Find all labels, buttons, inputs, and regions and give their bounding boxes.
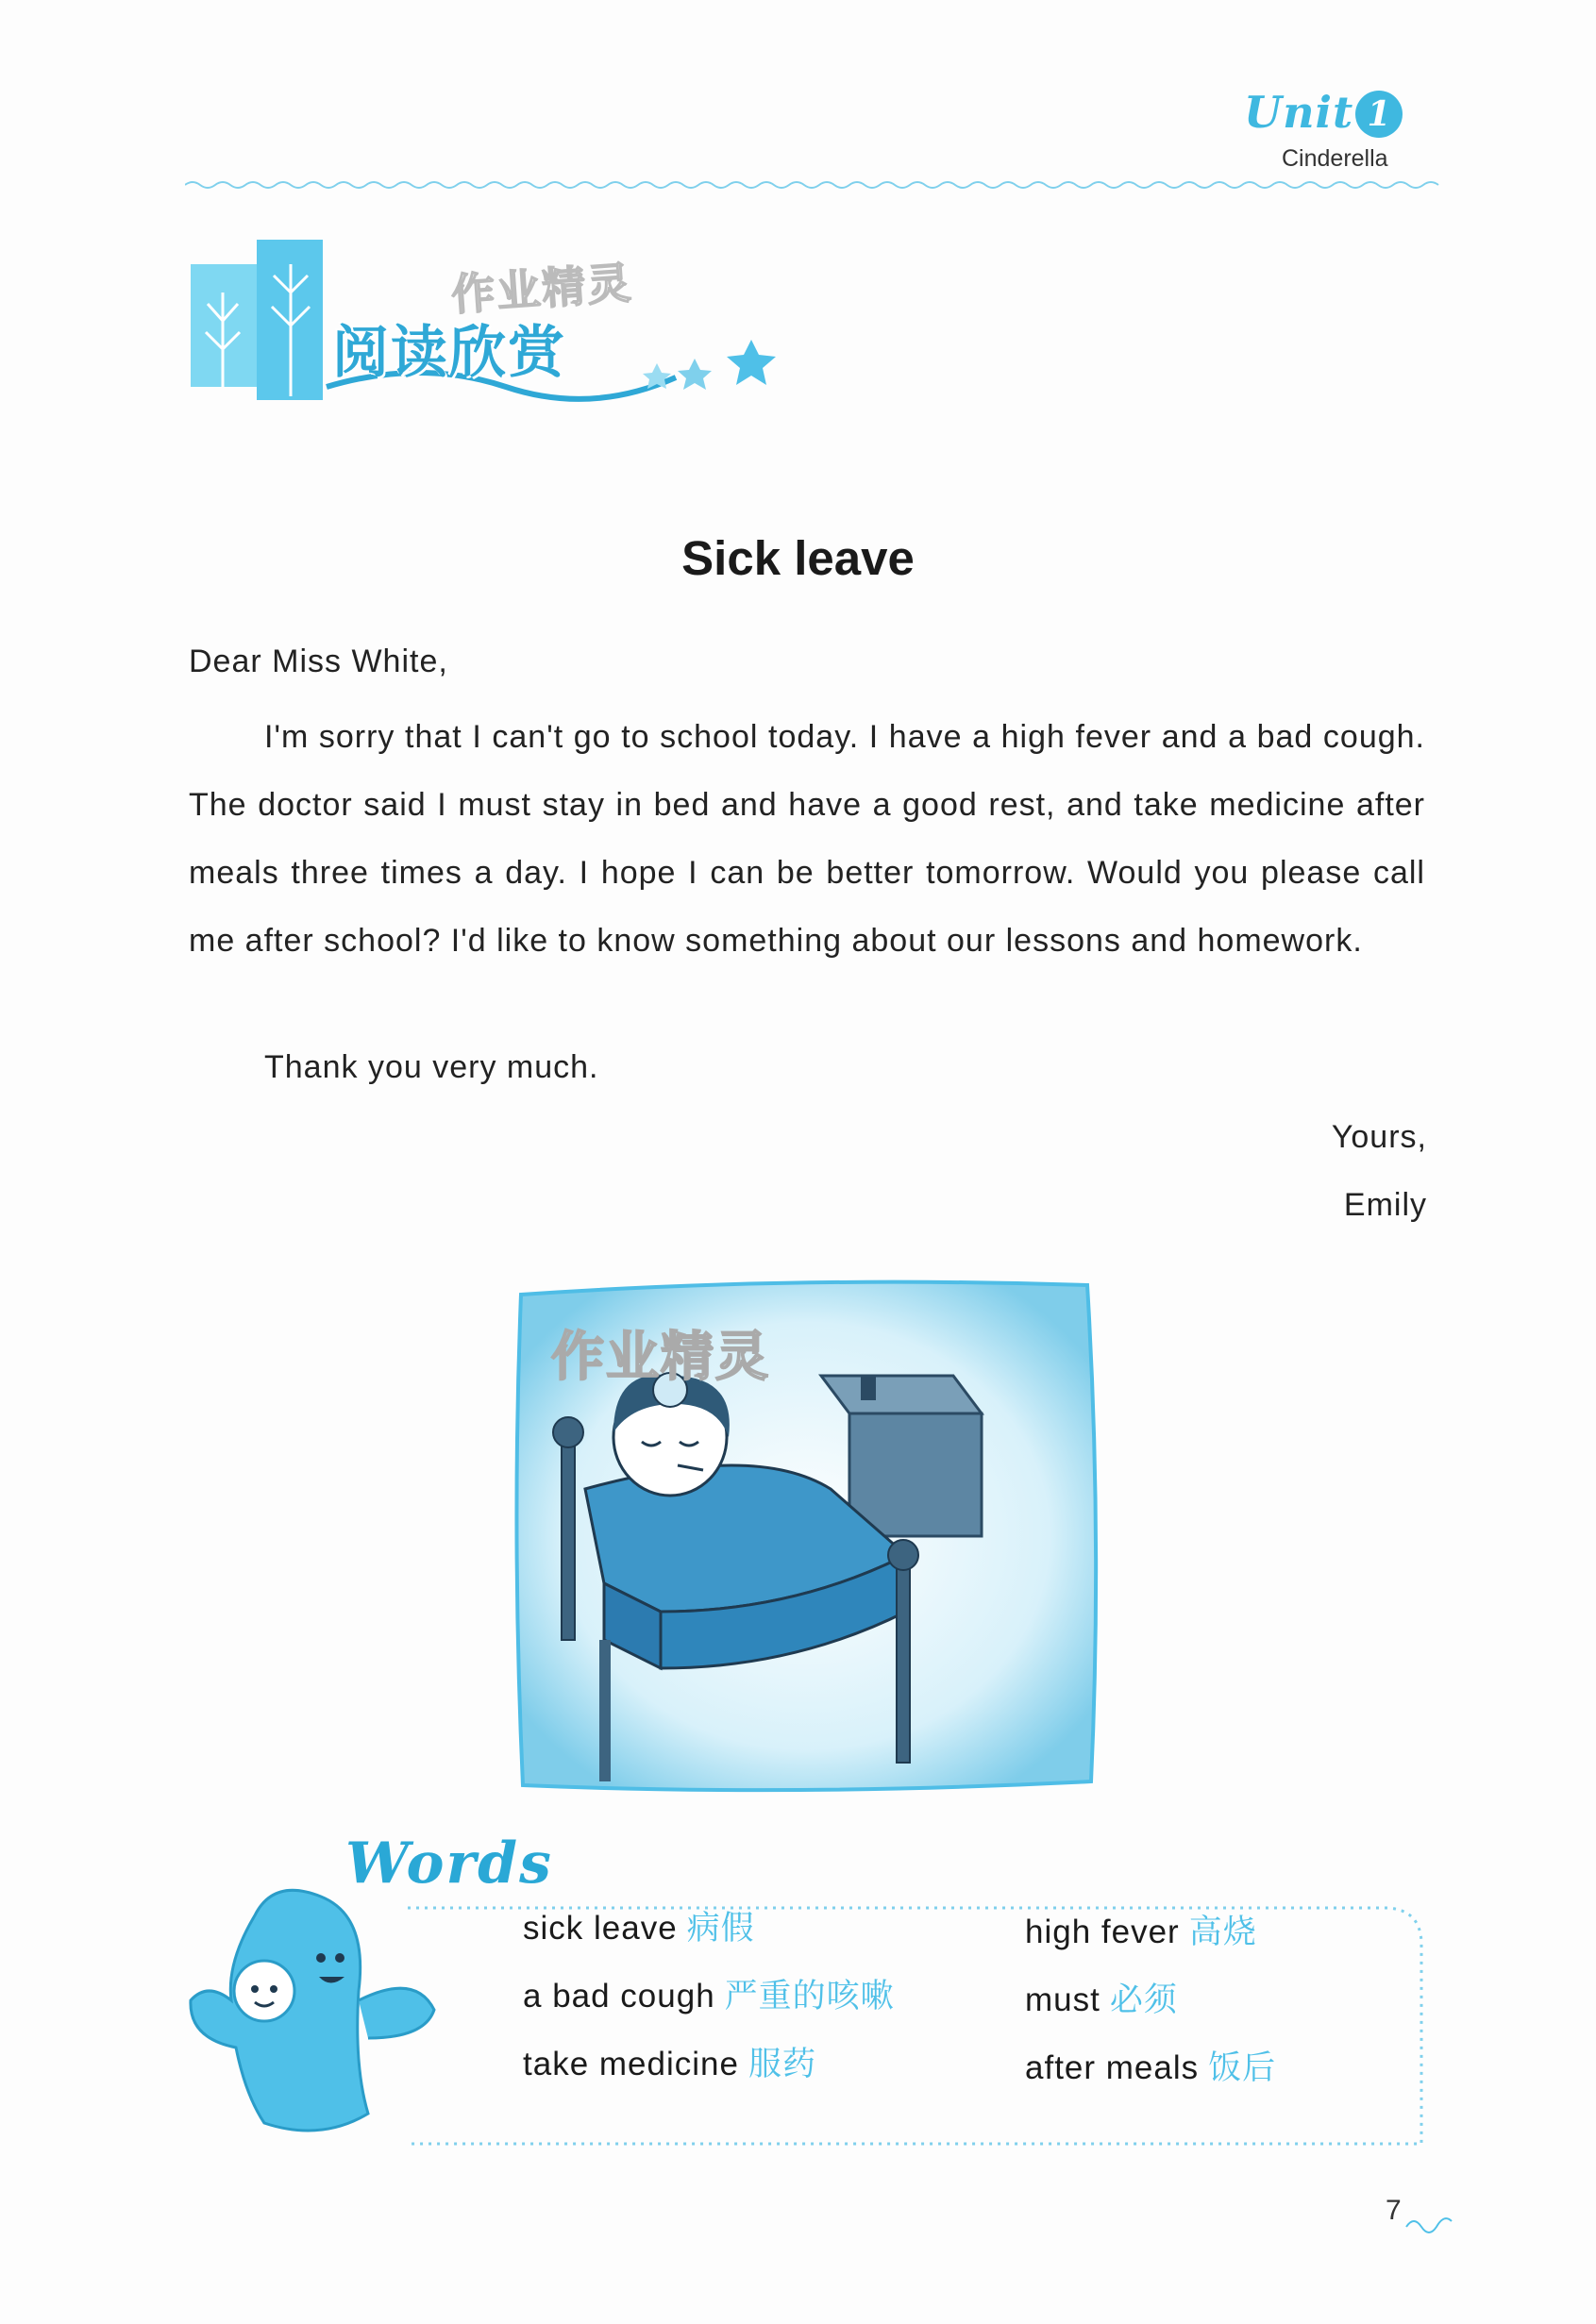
unit-subtitle: Cinderella [1282,145,1388,172]
cactus-mascot-icon [179,1878,462,2151]
page-number: 7 [1386,2195,1402,2226]
word-english: sick leave [523,1910,678,1947]
word-item [523,1902,755,1949]
word-chinese: 饭后 [1208,2049,1277,2087]
page-number-swirl-icon [1404,2208,1461,2236]
letter-signature: Emily [1343,1187,1427,1223]
word-chinese: 高烧 [1188,1914,1257,1951]
letter-body: I'm sorry that I can't go to school today. I have a high fever and a bad cough. The doctor said I must stay in bed and have a good rest, and take medicine after meals three times a day. I hope I can be better tomorrow. Would you please call me after school? I'd like to know something about our lessons and homework. [189,719,1425,959]
word-chinese: 必须 [1109,1981,1178,2019]
word-english: high fever [1025,1914,1180,1950]
section-title: 阅读欣赏 [332,320,566,386]
letter-closing: Yours, [1331,1119,1427,1155]
words-heading: Words [345,1831,553,1897]
illustration-watermark: 作业精灵 [551,1327,770,1388]
word-english: must [1025,1981,1100,2018]
word-item [1025,2042,1276,2089]
word-item [523,2038,816,2085]
word-english: a bad cough [523,1978,715,2015]
word-chinese: 严重的咳嗽 [724,1978,895,2015]
word-chinese: 病假 [686,1910,755,1948]
unit-label: Unit [1244,87,1354,138]
letter-title: Sick leave [681,531,915,585]
word-item [1025,1906,1257,1953]
watermark-text: 作业精灵 [449,257,634,321]
unit-number-badge: 1 [1355,91,1403,138]
word-english: after meals [1025,2049,1200,2086]
letter-greeting: Dear Miss White, [189,644,448,679]
header-wave-divider [185,179,1440,191]
word-item [523,1970,895,2017]
word-english: take medicine [523,2046,739,2082]
word-chinese: 服药 [748,2046,816,2083]
letter-thanks: Thank you very much. [264,1049,599,1085]
word-item [1025,1974,1178,2021]
